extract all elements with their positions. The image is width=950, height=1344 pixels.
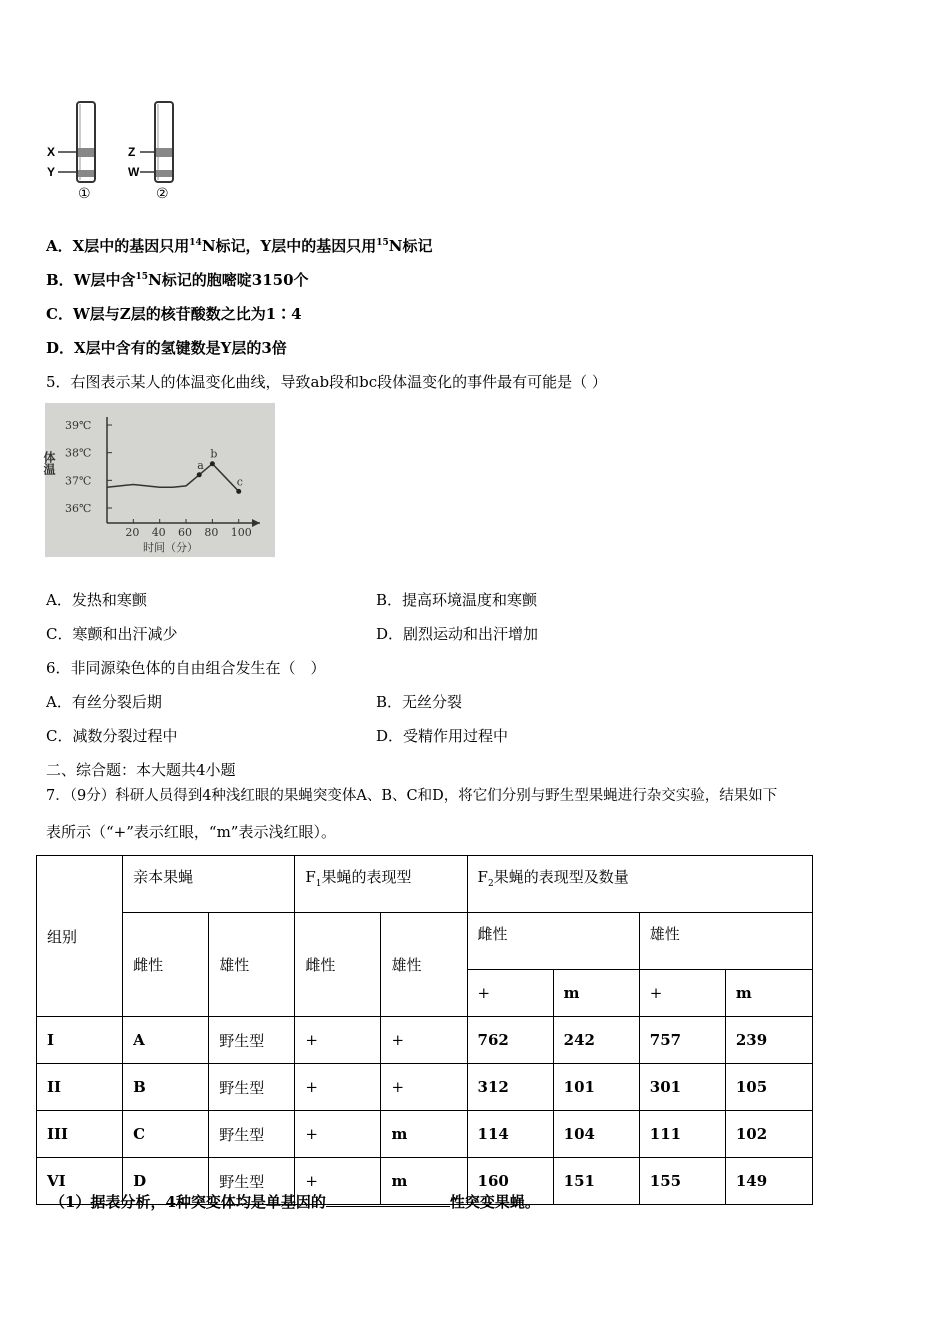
row-f2-female-m: 151: [553, 1158, 639, 1205]
header-f2: $F_2$果蝇的表现型及数量: [467, 856, 812, 913]
tube-number-2: ②: [156, 186, 169, 202]
row-group: I: [37, 1017, 123, 1064]
row-female-parent: C: [123, 1111, 209, 1158]
header-f2-male-m: m: [725, 970, 812, 1017]
table-row: [37, 1064, 813, 1111]
q6-stem: 6．非同源染色体的自由组合发生在（ ）: [46, 659, 326, 677]
row-f2-male-plus: 155: [639, 1158, 725, 1205]
chart-point-b: [210, 461, 215, 466]
header-f2-female-plus: +: [467, 970, 553, 1017]
chart-point-label-c: c: [236, 475, 243, 489]
row-f1-female: +: [295, 1017, 381, 1064]
row-female-parent: A: [123, 1017, 209, 1064]
row-f2-female-plus: 160: [467, 1158, 553, 1205]
chart-y-tick-label: 37℃: [65, 474, 92, 488]
row-f2-male-plus: 757: [639, 1017, 725, 1064]
row-f2-female-plus: 762: [467, 1017, 553, 1064]
q5-option-d: D．剧烈运动和出汗增加: [376, 625, 539, 643]
test-tube-figure: [44, 96, 184, 202]
header-f2-male-plus: +: [639, 970, 725, 1017]
row-female-parent: D: [123, 1158, 209, 1205]
chart-xlabel: 时间（分）: [143, 541, 198, 554]
row-female-parent: B: [123, 1064, 209, 1111]
temperature-chart: [42, 403, 275, 557]
header-f2-female-m: m: [553, 970, 639, 1017]
row-f2-male-m: 149: [725, 1158, 812, 1205]
q5-option-a: A．发热和寒颤: [46, 591, 147, 609]
answer-blank[interactable]: [326, 1192, 450, 1207]
chart-x-tick-label: 60: [178, 526, 193, 539]
header-parents: 亲本果蝇: [123, 856, 295, 913]
q6-option-b: B．无丝分裂: [376, 693, 463, 711]
chart-point-label-b: b: [210, 447, 218, 461]
q4-option-d: D．X层中含有的氢键数是Y层的3倍: [46, 339, 287, 357]
row-group: III: [37, 1111, 123, 1158]
header-f1: $F_1$果蝇的表现型: [295, 856, 467, 913]
q7-stem-line-2: 表所示（“+”表示红眼，“m”表示浅红眼）。: [46, 823, 336, 841]
chart-point-label-a: a: [197, 458, 204, 472]
row-f2-female-plus: 312: [467, 1064, 553, 1111]
q4-option-a: A．X层中的基因只用$^{14}$N标记，Y层中的基因只用$^{15}$N标记: [46, 237, 433, 255]
row-f2-male-m: 239: [725, 1017, 812, 1064]
q4-option-b: B．W层中含$^{15}$N标记的胞嘧啶3150个: [46, 271, 309, 289]
q5-stem: 5．右图表示某人的体温变化曲线，导致ab段和bc段体温变化的事件最有可能是（ ）: [46, 373, 607, 391]
row-f2-male-m: 102: [725, 1111, 812, 1158]
row-f1-female: +: [295, 1064, 381, 1111]
chart-y-tick-label: 39℃: [65, 419, 92, 432]
q5-option-c: C．寒颤和出汗减少: [46, 625, 178, 643]
table-row: [37, 1017, 813, 1064]
tube-1: [58, 102, 95, 182]
tube-2: [140, 102, 173, 182]
chart-point-a: [197, 472, 202, 477]
header-f1-female: 雌性: [295, 913, 381, 1017]
tube-label-w: W: [128, 165, 140, 179]
chart-x-tick-label: 20: [125, 526, 140, 539]
chart-x-tick-label: 80: [204, 526, 219, 539]
header-parent-female: 雌性: [123, 913, 209, 1017]
row-f2-male-m: 105: [725, 1064, 812, 1111]
q6-option-c: C．减数分裂过程中: [46, 727, 178, 745]
row-f1-male: m: [381, 1111, 467, 1158]
chart-x-tick-label: 40: [151, 526, 166, 539]
row-group: VI: [37, 1158, 123, 1205]
q6-option-d: D．受精作用过程中: [376, 727, 509, 745]
header-f1-male: 雄性: [381, 913, 467, 1017]
row-group: II: [37, 1064, 123, 1111]
q7-results-table: [36, 855, 813, 1205]
tube-number-1: ①: [78, 186, 91, 202]
header-group: 组别: [37, 856, 123, 1017]
section-2-heading: 二、综合题：本大题共4小题: [46, 761, 236, 779]
chart-ylabel: 体温: [42, 451, 56, 475]
q7-stem-line-1: 7．（9分）科研人员得到4种浅红眼的果蝇突变体A、B、C和D，将它们分别与野生型果蝇进行杂交实验，结果如下: [46, 788, 778, 804]
chart-x-tick-label: 100: [230, 526, 252, 539]
row-f1-male: +: [381, 1017, 467, 1064]
row-f1-male: +: [381, 1064, 467, 1111]
row-f2-female-plus: 114: [467, 1111, 553, 1158]
row-f2-female-m: 101: [553, 1064, 639, 1111]
row-f2-male-plus: 301: [639, 1064, 725, 1111]
row-male-parent: 野生型: [209, 1017, 295, 1064]
chart-point-c: [236, 489, 241, 494]
header-parent-male: 雄性: [209, 913, 295, 1017]
header-f2-female: 雌性: [467, 913, 639, 970]
row-f1-female: +: [295, 1111, 381, 1158]
row-male-parent: 野生型: [209, 1111, 295, 1158]
row-f2-male-plus: 111: [639, 1111, 725, 1158]
table-row: [37, 1111, 813, 1158]
q5-option-b: B．提高环境温度和寒颤: [376, 591, 538, 609]
q4-option-c: C．W层与Z层的核苷酸数之比为1∶4: [46, 305, 302, 323]
tube-label-y: Y: [47, 165, 56, 179]
row-f1-male: m: [381, 1158, 467, 1205]
row-male-parent: 野生型: [209, 1158, 295, 1205]
header-f2-male: 雄性: [639, 913, 812, 970]
chart-y-tick-label: 36℃: [65, 502, 92, 515]
tube-label-z: Z: [128, 145, 136, 159]
q7-sub-question-1: （1）据表分析，4种突变体均是单基因的 性突变果蝇。: [50, 1193, 540, 1211]
row-male-parent: 野生型: [209, 1064, 295, 1111]
tube-label-x: X: [47, 145, 56, 159]
row-f1-female: +: [295, 1158, 381, 1205]
row-f2-female-m: 242: [553, 1017, 639, 1064]
row-f2-female-m: 104: [553, 1111, 639, 1158]
q6-option-a: A．有丝分裂后期: [46, 693, 162, 711]
chart-y-tick-label: 38℃: [65, 446, 92, 460]
